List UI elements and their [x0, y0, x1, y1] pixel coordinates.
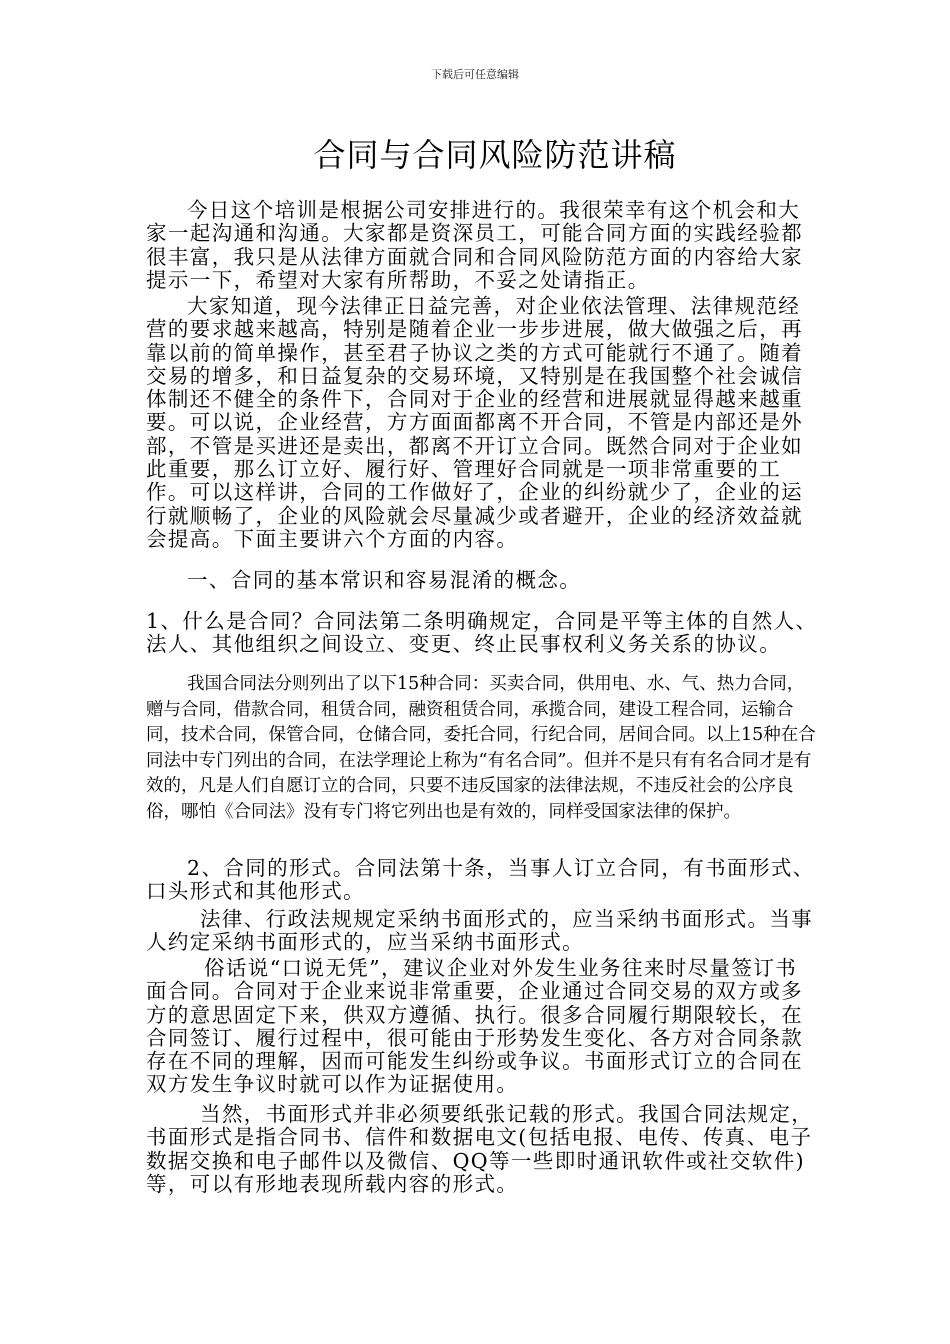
document-title: 合同与合同风险防范讲稿 [313, 136, 677, 174]
paragraph-written-form-definition: 当然，书面形式并非必须要纸张记载的形式。我国合同法规定，书面形式是指合同书、信件和数据电文(包括电报、电传、传真、电子数据交换和电子邮件以及微信、QQ等一些即时通讯软件或社交软件)等，可以有形地表现所载内容的形式。 [146, 1102, 814, 1196]
page-header-note: 下载后可任意编辑 [431, 68, 519, 81]
paragraph-written-form-rule: 法律、行政法规规定采纳书面形式的，应当采纳书面形式。当事人约定采纳书面形式的，应当采纳书面形式。 [146, 907, 814, 955]
paragraph-contract-form: 2、合同的形式。合同法第十条，当事人订立合同，有书面形式、口头形式和其他形式。 [146, 856, 815, 904]
paragraph-background: 大家知道，现今法律正日益完善，对企业依法管理、法律规范经营的要求越来越高，特别是随着企业一步步进展，做大做强之后，再靠以前的简单操作，甚至君子协议之类的方式可能就行不通了。随着交易的增多，和日益复杂的交易环境，又特别是在我国整个社会诚信体制还不健全的条件下，合同对于企业的经营和进展就显得越来越重要。可以说，企业经营，方方面面都离不开合同，不管是内部还是外部，不管是买进还是卖出，都离不开订立合同。既然合同对于企业如此重要，那么订立好、履行好、管理好合同就是一项非常重要的工作。可以这样讲，合同的工作做好了，企业的纠纷就少了，企业的运行就顺畅了，企业的风险就会尽量减少或者避开，企业的经济效益就会提高。下面主要讲六个方面的内容。 [146, 294, 803, 551]
paragraph-contract-types: 我国合同法分则列出了以下15种合同：买卖合同，供用电、水、气、热力合同，赠与合同，借款合同，租赁合同，融资租赁合同，承揽合同，建设工程合同，运输合同，技术合同，保管合同，仓储合同，委托合同，行纪合同，居间合同。以上15种在合同法中专门列出的合同，在法学理论上称为“有名合同”。但并不是只有有名合同才是有效的，凡是人们自愿订立的合同，只要不违反国家的法律法规，不违反社会的公序良俗，哪怕《合同法》没有专门将它列出也是有效的，同样受国家法律的保护。 [146, 674, 816, 822]
paragraph-written-form-advice: 俗话说“口说无凭”，建议企业对外发生业务往来时尽量签订书面合同。合同对于企业来说非常重要，企业通过合同交易的双方或多方的意思固定下来，供双方遵循、执行。很多合同履行期限较长，在合同签订、履行过程中，很可能由于形势发生变化、各方对合同条款存在不同的理解，因而可能发生纠纷或争议。书面形式订立的合同在双方发生争议时就可以作为证据使用。 [146, 956, 803, 1097]
paragraph-intro: 今日这个培训是根据公司安排进行的。我很荣幸有这个机会和大家一起沟通和沟通。大家都是资深员工，可能合同方面的实践经验都很丰富，我只是从法律方面就合同和合同风险防范方面的内容给大家提示一下，希望对大家有所帮助，不妥之处请指正。 [146, 198, 803, 292]
paragraph-what-is-contract: 1、什么是合同？合同法第二条明确规定，合同是平等主体的自然人、法人、其他组织之间设立、变更、终止民事权利义务关系的协议。 [146, 609, 818, 657]
section-heading-1: 一、合同的基本常识和容易混淆的概念。 [187, 568, 582, 592]
